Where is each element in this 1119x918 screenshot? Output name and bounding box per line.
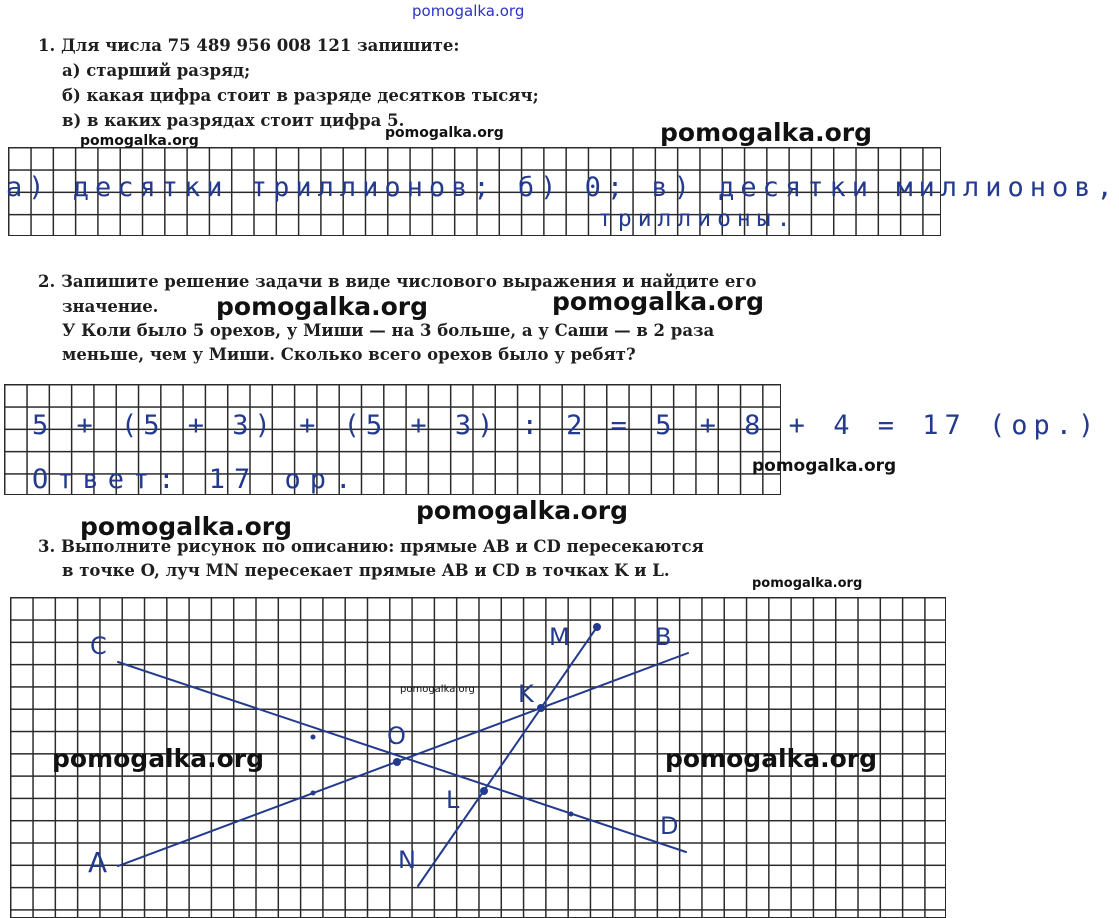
task2-line1: 2. Запишите решение задачи в виде числового выражения и найдите его xyxy=(38,272,757,291)
task2-answer-line1: 5 + (5 + 3) + (5 + 3) : 2 = 5 + 8 + 4 = 17 (ор.) xyxy=(32,410,1101,441)
task2-answer-line2: Ответ: 17 ор. xyxy=(32,464,361,495)
watermark: pomogalka.org xyxy=(752,576,863,591)
watermark-top: pomogalka.org xyxy=(412,2,525,20)
watermark: pomogalka.org xyxy=(660,118,873,147)
label-m: M xyxy=(549,623,570,651)
task1-answer-line2: триллионы. xyxy=(598,206,797,232)
task1-line2: а) старший разряд; xyxy=(62,61,251,80)
tick-dot xyxy=(311,791,316,796)
watermark: pomogalka.org xyxy=(52,744,265,773)
task2-line4: меньше, чем у Миши. Сколько всего орехов было у ребят? xyxy=(62,345,636,364)
task1-answer-line1: а) десятки триллионов; б) 0; в) десятки миллионов, xyxy=(6,172,1119,203)
label-d: D xyxy=(660,812,679,840)
label-c: C xyxy=(90,632,107,660)
ray-mn xyxy=(418,627,597,886)
label-l: L xyxy=(446,786,460,814)
point-k-dot xyxy=(537,704,545,712)
tick-dot xyxy=(569,812,574,817)
label-b: B xyxy=(655,623,672,651)
task3-line1: 3. Выполните рисунок по описанию: прямые AB и CD пересекаются xyxy=(38,537,704,556)
watermark: pomogalka.org xyxy=(80,512,293,541)
task2-line3: У Коли было 5 орехов, у Миши — на 3 больше, а у Саши — в 2 раза xyxy=(62,321,715,340)
task1-line3: б) какая цифра стоит в разряде десятков тысяч; xyxy=(62,86,539,105)
point-m-dot xyxy=(593,623,601,631)
watermark: pomogalka.org xyxy=(216,292,429,321)
watermark: pomogalka.org xyxy=(752,456,897,476)
watermark: pomogalka.org xyxy=(385,125,504,141)
task2-line2: значение. xyxy=(62,297,159,316)
watermark: pomogalka.org xyxy=(416,496,629,525)
point-l-dot xyxy=(480,787,488,795)
watermark: pomogalka.org xyxy=(552,287,765,316)
label-n: N xyxy=(398,846,416,874)
watermark: pomogalka.org xyxy=(665,744,878,773)
task3-line2: в точке O, луч MN пересекает прямые AB и CD в точках K и L. xyxy=(62,561,670,580)
watermark: pomogalka.org xyxy=(400,684,475,695)
task1-line1: 1. Для числа 75 489 956 008 121 запишите: xyxy=(38,36,460,55)
label-o: O xyxy=(387,722,406,750)
label-k: K xyxy=(518,680,534,708)
point-o-dot xyxy=(393,758,401,766)
tick-dot xyxy=(311,735,316,740)
label-a: A xyxy=(88,846,108,879)
task1-line4: в) в каких разрядах стоит цифра 5. xyxy=(62,111,405,130)
watermark: pomogalka.org xyxy=(80,133,199,149)
